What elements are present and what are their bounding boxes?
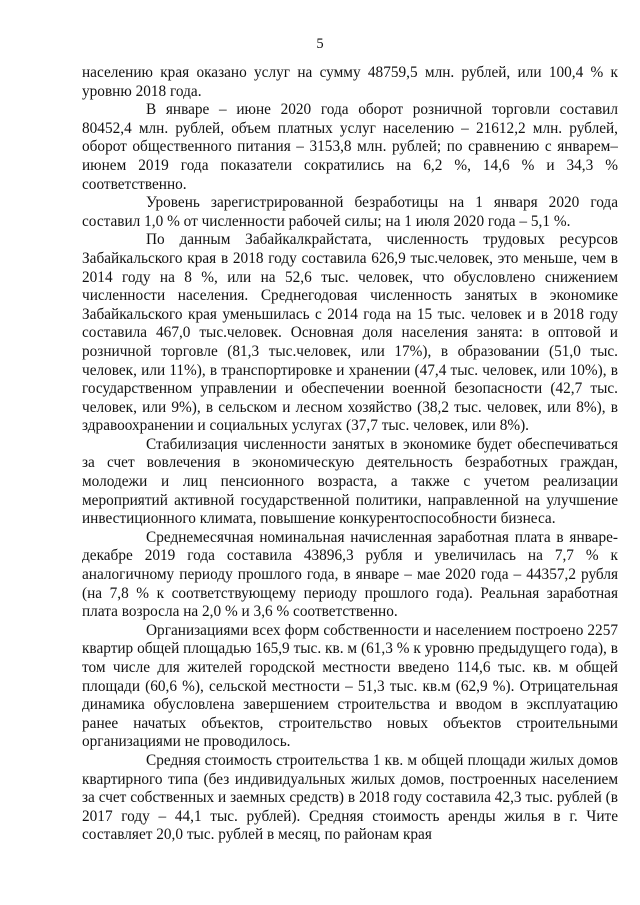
paragraph-retail-turnover: В январе – июне 2020 года оборот розничной торговли составил 80452,4 млн. рублей, объем платных услуг населению – 21612,2 млн. рублей, оборот общественного питания – 3153,8 млн. рублей; по сравнению с январем–июнем 2019 года показатели сократились на 6,2 %, 14,6 % и 34,3 % соответственно. (82, 101, 618, 193)
paragraph-wages: Среднемесячная номинальная начисленная заработная плата в январе-декабре 2019 года составила 43896,3 рубля и увеличилась на 7,7 % к аналогичному периоду прошлого года, в январе – мае 2020 года – 44357,2 рубля (на 7,8 % к соответствующему периоду прошлого года). Реальная заработная плата возросла на 2,0 % и 3,6 % соответственно. (82, 528, 618, 621)
paragraph-construction-cost: Средняя стоимость строительства 1 кв. м общей площади жилых домов квартирного типа (без индивидуальных жилых домов, построенных населением за счет собственных и заемных средств) в 2018 году составила 42,3 тыс. рублей (в 2017 году – 44,1 тыс. рублей). Средняя стоимость аренды жилья в г. Чите составляет 20,0 тыс. рублей в месяц, по районам края (82, 751, 618, 844)
page-number: 5 (316, 36, 324, 52)
paragraph-housing-construction: Организациями всех форм собственности и населением построено 2257 квартир общей площадью 165,9 тыс. кв. м (61,3 % к уровню предыдущего года), в том числе для жителей городской местности введено 114,6 тыс. кв. м общей площади (60,6 %), сельской местности – 51,3 тыс. кв.м (62,9 %). Отрицательная динамика обусловлена завершением строительства и вводом в эксплуатацию ранее начатых объектов, строительство новых объектов строительными организациями не проводилось. (82, 621, 618, 751)
paragraph-labor-resources: По данным Забайкалкрайстата, численность трудовых ресурсов Забайкальского края в 2018 году составила 626,9 тыс.человек, это меньше, чем в 2014 году на 8 %, или на 52,6 тыс. человек, что обусловлено снижением численности населения. Среднегодовая численность занятых в экономике Забайкальского края уменьшилась с 2014 года на 15 тыс. человек и в 2018 году составила 467,0 тыс.человек. Основная доля населения занята: в оптовой и розничной торговле (81,3 тыс.человек, или 17%), в образовании (51,0 тыс. человек, или 11%), в транспортировке и хранении (47,4 тыс. человек, или 10%), в государственном управлении и обеспечении военной безопасности (42,7 тыс. человек, или 9%), в сельском и лесном хозяйство (38,2 тыс. человек, или 8%), в здравоохранении и социальных услугах (37,7 тыс. человек, или 8%). (82, 231, 618, 435)
paragraph-services-total: населению края оказано услуг на сумму 48759,5 млн. рублей, или 100,4 % к уровню 2018 года. (82, 64, 618, 100)
paragraph-unemployment: Уровень зарегистрированной безработицы на 1 января 2020 года составил 1,0 % от численности рабочей силы; на 1 июля 2020 года – 5,1 %. (82, 194, 618, 230)
paragraph-employment-stabilization: Стабилизация численности занятых в экономике будет обеспечиваться за счет вовлечения в экономическую деятельность безработных граждан, молодежи и лиц пенсионного возраста, а также с учетом реализации мероприятий активной государственной политики, направленной на улучшение инвестиционного климата, повышение конкурентоспособности бизнеса. (82, 435, 618, 528)
document-body (82, 64, 618, 899)
